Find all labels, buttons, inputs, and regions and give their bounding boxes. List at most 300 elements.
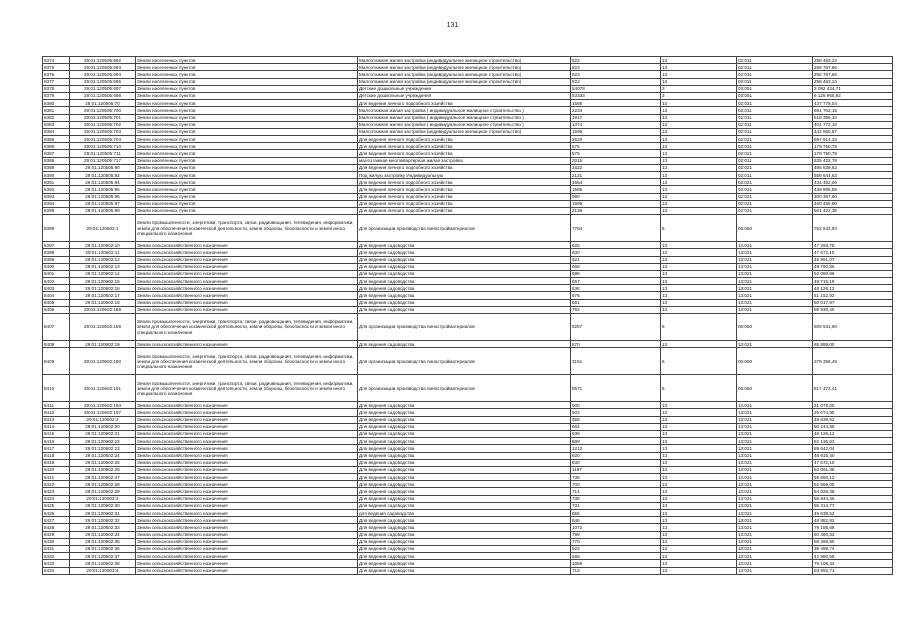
land-category: Земли населенных пунктов [136, 100, 358, 107]
table-row [43, 416, 893, 423]
permitted-use: Детские дошкольные учреждения [358, 85, 571, 92]
row-number: 8383 [43, 121, 70, 128]
row-number: 8380 [43, 100, 70, 107]
use-code: 13:021 [737, 459, 813, 466]
permitted-use: Для ведения садоводства [358, 517, 571, 524]
land-category: Земли промышленности, энергетики, транспорта, связи, радиовещания, телевидения, информатики, земли для обеспечения космической деятельности, земли обороны, безопасности и земли иного специального назначения [136, 375, 358, 402]
use-code: 13:021 [737, 278, 813, 285]
cadastral-number: 29:01:120602:18 [70, 299, 136, 306]
row-number: 8389 [43, 164, 70, 171]
area: 770 [571, 538, 661, 545]
area: 664 [571, 423, 661, 430]
table-row [43, 164, 893, 171]
cadastral-number: 29:01:120602:3 [70, 495, 136, 502]
cost-group: 13 [661, 100, 737, 107]
cadastral-number: 29:01:120602:30 [70, 502, 136, 509]
permitted-use: Для ведения садоводства [358, 430, 571, 437]
cost-group: 13 [661, 186, 737, 193]
table-row [43, 553, 893, 560]
cadastral-number: 29:01:120602:31 [70, 510, 136, 517]
cadastral-number: 29:01:120602:190 [70, 348, 136, 375]
cadastral-value: 46 915,40 [813, 452, 893, 459]
use-code: 02:011 [737, 78, 813, 85]
land-category: Земли сельскохозяйственного назначения [136, 452, 358, 459]
cadastral-value: 535 422,78 [813, 157, 893, 164]
cost-group: 13 [661, 157, 737, 164]
table-row [43, 157, 893, 164]
cadastral-value: 82 091,35 [813, 466, 893, 473]
table-row [43, 57, 893, 64]
cadastral-number: 29:01:120505:70 [70, 100, 136, 107]
cadastral-value: 39 499,74 [813, 545, 893, 552]
land-category: Земли сельскохозяйственного назначения [136, 466, 358, 473]
row-number: 8408 [43, 341, 70, 348]
permitted-use: Для ведения садоводства [358, 495, 571, 502]
registry-body [43, 57, 893, 575]
land-category: Земли сельскохозяйственного назначения [136, 278, 358, 285]
use-code: 02:021 [737, 200, 813, 207]
table-row [43, 495, 893, 502]
use-code: 02:021 [737, 193, 813, 200]
cadastral-number: 29:01:120505:697 [70, 85, 136, 92]
row-number: 8428 [43, 524, 70, 531]
permitted-use: Для ведения садоводства [358, 256, 571, 263]
area: 500 [571, 402, 661, 409]
use-code: 02:021 [737, 164, 813, 171]
cadastral-number: 29:01:120602:34 [70, 531, 136, 538]
row-number: 8422 [43, 481, 70, 488]
row-number: 8394 [43, 200, 70, 207]
cost-group: 13 [661, 207, 737, 214]
cost-group: 13 [661, 179, 737, 186]
permitted-use: Под жилую застройку Индивидуальную [358, 172, 571, 179]
area: 1585 [571, 186, 661, 193]
cadastral-value: 65 899,00 [813, 341, 893, 348]
cadastral-value: 49 639,52 [813, 510, 893, 517]
permitted-use: Малоэтажная жилая застройка ( индивидуальное жилищное строительство ) [358, 114, 571, 121]
table-row [43, 242, 893, 249]
use-code: 13:021 [737, 299, 813, 306]
area: 54078 [571, 85, 661, 92]
cadastral-value: 379 358,45 [813, 348, 893, 375]
permitted-use: Для ведения садоводства [358, 560, 571, 567]
area: 1564 [571, 179, 661, 186]
land-category: Земли сельскохозяйственного назначения [136, 306, 358, 313]
permitted-use: для ведения садоводства [358, 510, 571, 517]
land-category: Земли сельскохозяйственного назначения [136, 531, 358, 538]
land-category: Земли сельскохозяйственного назначения [136, 481, 358, 488]
cadastral-registry-table [42, 56, 893, 575]
permitted-use: Для ведения личного подсобного хозяйства [358, 200, 571, 207]
table-row [43, 100, 893, 107]
cost-group: 13 [661, 256, 737, 263]
cadastral-value: 561 422,35 [813, 207, 893, 214]
cost-group: 13 [661, 121, 737, 128]
cost-group: 13 [661, 423, 737, 430]
cadastral-value: 48 126,12 [813, 430, 893, 437]
use-code: 06:060 [737, 314, 813, 341]
use-code: 02:011 [737, 64, 813, 71]
land-category: Земли населенных пунктов [136, 157, 358, 164]
cost-group: 13 [661, 285, 737, 292]
table-row [43, 452, 893, 459]
table-row [43, 207, 893, 214]
area: 823 [571, 71, 661, 78]
area: 822 [571, 57, 661, 64]
land-category: Земли населенных пунктов [136, 64, 358, 71]
cost-group: 6 [661, 348, 737, 375]
cost-group: 3 [661, 85, 737, 92]
area: 636 [571, 285, 661, 292]
table-row [43, 249, 893, 256]
land-category: Земли сельскохозяйственного назначения [136, 488, 358, 495]
cost-group: 13 [661, 445, 737, 452]
cadastral-value: 46 991,07 [813, 256, 893, 263]
permitted-use: Для организации производства пиностройматериалов [358, 215, 571, 242]
cost-group: 13 [661, 71, 737, 78]
use-code: 02:021 [737, 207, 813, 214]
cadastral-number: 29:01:120602:13 [70, 263, 136, 270]
use-code: 13:021 [737, 524, 813, 531]
table-row [43, 150, 893, 157]
cost-group: 13 [661, 524, 737, 531]
cadastral-number: 29:01:120602:12 [70, 256, 136, 263]
use-code: 13:021 [737, 488, 813, 495]
use-code: 13:021 [737, 466, 813, 473]
cost-group: 13 [661, 306, 737, 313]
cost-group: 13 [661, 64, 737, 71]
area: 636 [571, 430, 661, 437]
land-category: Земли сельскохозяйственного назначения [136, 553, 358, 560]
row-number: 8386 [43, 143, 70, 150]
cadastral-value: 460 458,90 [813, 200, 893, 207]
row-number: 8377 [43, 78, 70, 85]
permitted-use: Для ведения садоводства [358, 292, 571, 299]
cost-group: 3 [661, 92, 737, 99]
page-number: 131 [446, 22, 459, 29]
land-category: Земли сельскохозяйственного назначения [136, 560, 358, 567]
row-number: 8384 [43, 128, 70, 135]
row-number: 8427 [43, 517, 70, 524]
cadastral-value: 55 693,12 [813, 474, 893, 481]
cadastral-number: 29:01:120602:15 [70, 278, 136, 285]
use-code: 02:021 [737, 100, 813, 107]
area: 625 [571, 242, 661, 249]
cadastral-value: 47 672,10 [813, 249, 893, 256]
cadastral-number: 29:01:120505:99 [70, 207, 136, 214]
cadastral-value: 59 930,40 [813, 306, 893, 313]
cost-group: 13 [661, 143, 737, 150]
use-code: 13:021 [737, 538, 813, 545]
use-code: 13:021 [737, 495, 813, 502]
table-row [43, 409, 893, 416]
area: 8571 [571, 375, 661, 402]
permitted-use: Для ведения садоводства [358, 567, 571, 574]
table-row [43, 193, 893, 200]
area: 656 [571, 510, 661, 517]
cadastral-number: 29:01:120505:703 [70, 128, 136, 135]
permitted-use: Для ведения личного подсобного хозяйства [358, 193, 571, 200]
cadastral-value: 53 952,71 [813, 567, 893, 574]
area: 823 [571, 64, 661, 71]
cadastral-value: 442 860,57 [813, 128, 893, 135]
row-number: 8388 [43, 157, 70, 164]
use-code: 13:021 [737, 242, 813, 249]
table-row [43, 567, 893, 574]
area: 658 [571, 263, 661, 270]
cadastral-value: 55 844,46 [813, 495, 893, 502]
permitted-use: Для ведения садоводства [358, 249, 571, 256]
use-code: 02:021 [737, 150, 813, 157]
area: 656 [571, 416, 661, 423]
permitted-use: Для ведения садоводства [358, 466, 571, 473]
area: 53333 [571, 92, 661, 99]
land-category: Земли населенных пунктов [136, 57, 358, 64]
area: 738 [571, 495, 661, 502]
cadastral-number: 29:01:120505:95 [70, 186, 136, 193]
cost-group: 13 [661, 114, 737, 121]
cadastral-value: 179 750,75 [813, 150, 893, 157]
area: 676 [571, 292, 661, 299]
cadastral-number: 29:01:120602:189 [70, 314, 136, 341]
use-code: 13:021 [737, 567, 813, 574]
cost-group: 13 [661, 430, 737, 437]
permitted-use: Для ведения садоводства [358, 474, 571, 481]
cadastral-value: 518 359,10 [813, 114, 893, 121]
row-number: 8410 [43, 375, 70, 402]
table-row [43, 64, 893, 71]
row-number: 8413 [43, 416, 70, 423]
row-number: 8415 [43, 430, 70, 437]
area: 1072 [571, 524, 661, 531]
use-code: 13:021 [737, 270, 813, 277]
row-number: 8404 [43, 292, 70, 299]
cadastral-number: 29:01:120602:28 [70, 481, 136, 488]
permitted-use: Для ведения садоводства [358, 306, 571, 313]
permitted-use: Для ведения садоводства [358, 524, 571, 531]
cadastral-number: 29:01:120505:97 [70, 200, 136, 207]
cost-group: 13 [661, 416, 737, 423]
permitted-use: Для ведения садоводства [358, 416, 571, 423]
land-category: Земли населенных пунктов [136, 92, 358, 99]
cost-group: 13 [661, 193, 737, 200]
cadastral-value: 495 539,62 [813, 164, 893, 171]
cadastral-value: 79 185,68 [813, 524, 893, 531]
cadastral-number: 29:01:120505:693 [70, 64, 136, 71]
table-row [43, 481, 893, 488]
land-category: Земли сельскохозяйственного назначения [136, 538, 358, 545]
use-code: 02:021 [737, 179, 813, 186]
cadastral-number: 29:01:120505:711 [70, 150, 136, 157]
row-number: 8402 [43, 278, 70, 285]
table-row [43, 200, 893, 207]
cost-group: 13 [661, 438, 737, 445]
row-number: 8424 [43, 495, 70, 502]
table-row [43, 524, 893, 531]
cadastral-number: 29:01:120602:26 [70, 466, 136, 473]
row-number: 8406 [43, 306, 70, 313]
cost-group: 13 [661, 263, 737, 270]
cadastral-value: 258 453,24 [813, 57, 893, 64]
permitted-use: Для ведения садоводства [358, 263, 571, 270]
area: 689 [571, 438, 661, 445]
area: 1595 [571, 100, 661, 107]
use-code: 13:021 [737, 438, 813, 445]
area: 620 [571, 452, 661, 459]
cost-group: 13 [661, 172, 737, 179]
cost-group: 13 [661, 502, 737, 509]
cadastral-value: 50 244,88 [813, 423, 893, 430]
cadastral-number: 29:01:120602:21 [70, 430, 136, 437]
land-category: Земли населенных пунктов [136, 121, 358, 128]
cost-group: 13 [661, 560, 737, 567]
use-code: 06:060 [737, 375, 813, 402]
cost-group: 13 [661, 299, 737, 306]
area: 630 [571, 249, 661, 256]
use-code: 03:051 [737, 85, 813, 92]
cadastral-value: 258 767,66 [813, 71, 893, 78]
permitted-use: Для ведения личного подсобного хозяйства [358, 207, 571, 214]
cadastral-number: 29:01:120602:19 [70, 341, 136, 348]
permitted-use: Малоэтажная жилая застройка ( индивидуальное жилищное строительство ) [358, 121, 571, 128]
cost-group: 13 [661, 553, 737, 560]
cost-group: 13 [661, 278, 737, 285]
area: 646 [571, 517, 661, 524]
permitted-use: Для ведения садоводства [358, 488, 571, 495]
use-code: 13:021 [737, 292, 813, 299]
permitted-use: Для ведения садоводства [358, 545, 571, 552]
row-number: 8379 [43, 92, 70, 99]
land-category: Земли населенных пунктов [136, 172, 358, 179]
row-number: 8376 [43, 71, 70, 78]
land-category: Земли населенных пунктов [136, 78, 358, 85]
permitted-use: Детские дошкольные учреждения [358, 92, 571, 99]
use-code: 02:011 [737, 172, 813, 179]
cost-group: 6 [661, 314, 737, 341]
row-number: 8400 [43, 263, 70, 270]
cadastral-value: 6 126 965,92 [813, 92, 893, 99]
permitted-use: Для ведения садоводства [358, 402, 571, 409]
cost-group: 13 [661, 78, 737, 85]
cadastral-number: 29:01:120602:193 [70, 402, 136, 409]
land-category: Земли сельскохозяйственного назначения [136, 567, 358, 574]
land-category: Земли сельскохозяйственного назначения [136, 256, 358, 263]
cadastral-value: 179 750,75 [813, 143, 893, 150]
cadastral-number: 29:01:120602:37 [70, 553, 136, 560]
cost-group: 13 [661, 242, 737, 249]
cadastral-number: 29:01:120505:92 [70, 172, 136, 179]
land-category: Земли сельскохозяйственного назначения [136, 502, 358, 509]
cadastral-number: 29:01:120505:702 [70, 121, 136, 128]
land-category: Земли населенных пунктов [136, 150, 358, 157]
row-number: 8385 [43, 136, 70, 143]
cadastral-value: 49 715,19 [813, 278, 893, 285]
cadastral-number: 29:01:120602:197 [70, 409, 136, 416]
land-category: Земли населенных пунктов [136, 200, 358, 207]
cadastral-number: 29:01:120602:11 [70, 249, 136, 256]
permitted-use: Для организации производства пиностройматериалов [358, 314, 571, 341]
area: 1595 [571, 128, 661, 135]
row-number: 8416 [43, 438, 70, 445]
table-row [43, 466, 893, 473]
table-row [43, 459, 893, 466]
use-code: 13:021 [737, 445, 813, 452]
land-category: Земли сельскохозяйственного назначения [136, 423, 358, 430]
cadastral-number: 29:01:120602:36 [70, 545, 136, 552]
area: 736 [571, 474, 661, 481]
use-code: 02:011 [737, 71, 813, 78]
cost-group: 13 [661, 567, 737, 574]
permitted-use: Для ведения садоводства [358, 553, 571, 560]
use-code: 13:021 [737, 502, 813, 509]
row-number: 8434 [43, 567, 70, 574]
land-category: Земли сельскохозяйственного назначения [136, 510, 358, 517]
table-row [43, 423, 893, 430]
land-category: Земли сельскохозяйственного назначения [136, 474, 358, 481]
use-code: 13:021 [737, 306, 813, 313]
cadastral-number: 29:01:120505:694 [70, 71, 136, 78]
use-code: 02:011 [737, 121, 813, 128]
row-number: 8393 [43, 193, 70, 200]
cost-group: 13 [661, 402, 737, 409]
table-row [43, 92, 893, 99]
row-number: 8397 [43, 242, 70, 249]
cadastral-value: 3 092 434,71 [813, 85, 893, 92]
cadastral-number: 29:01:120505:692 [70, 57, 136, 64]
cost-group: 13 [661, 531, 737, 538]
area: 568 [571, 553, 661, 560]
row-number: 8423 [43, 488, 70, 495]
cadastral-value: 691 762,15 [813, 107, 893, 114]
land-category: Земли сельскохозяйственного назначения [136, 409, 358, 416]
table-row [43, 430, 893, 437]
land-category: Земли сельскохозяйственного назначения [136, 430, 358, 437]
permitted-use: Для организации производства пиностройматериалов [358, 348, 571, 375]
row-number: 8381 [43, 107, 70, 114]
cost-group: 13 [661, 292, 737, 299]
cadastral-value: 50 017,87 [813, 299, 893, 306]
cadastral-value: 49 790,86 [813, 263, 893, 270]
permitted-use: Для ведения личного подсобного хозяйства [358, 143, 571, 150]
row-number: 8387 [43, 150, 70, 157]
cost-group: 13 [661, 538, 737, 545]
permitted-use: Малоэтажная жилая застройка (индивидуальное жилищное строительство) [358, 64, 571, 71]
area: 1212 [571, 445, 661, 452]
land-category: Земли населенных пунктов [136, 128, 358, 135]
row-number: 8430 [43, 538, 70, 545]
use-code: 13:021 [737, 474, 813, 481]
area: 657 [571, 278, 661, 285]
cost-group: 13 [661, 200, 737, 207]
area: 1374 [571, 121, 661, 128]
cadastral-value: 47 293,75 [813, 242, 893, 249]
use-code: 13:021 [737, 285, 813, 292]
use-code: 02:011 [737, 57, 813, 64]
cadastral-value: 438 805,59 [813, 186, 893, 193]
row-number: 8433 [43, 560, 70, 567]
cadastral-number: 29:01:120505:94 [70, 179, 136, 186]
area: 2520 [571, 136, 661, 143]
permitted-use: Для ведения садоводства [358, 481, 571, 488]
cost-group: 13 [661, 466, 737, 473]
land-category: Земли сельскохозяйственного назначения [136, 402, 358, 409]
area: 714 [571, 488, 661, 495]
use-code: 02:021 [737, 136, 813, 143]
use-code: 13:021 [737, 531, 813, 538]
table-row [43, 517, 893, 524]
cadastral-number: 29:01:120505:96 [70, 193, 136, 200]
permitted-use: Для ведения садоводства [358, 285, 571, 292]
